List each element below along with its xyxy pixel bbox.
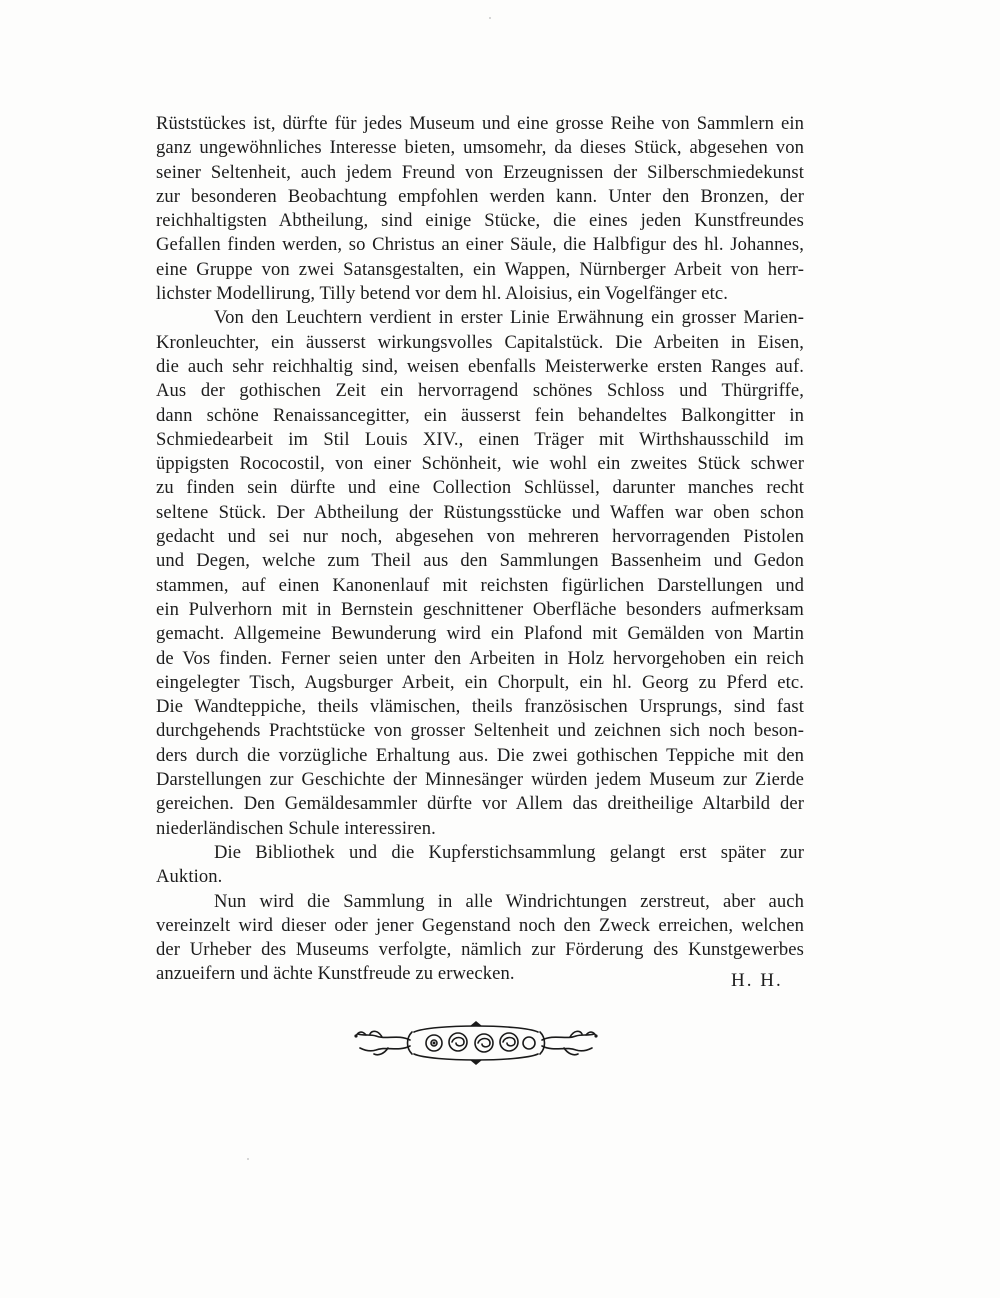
paragraph [156,112,804,306]
text-line: gedacht und sei nur noch, abgesehen von mehreren hervorragenden Pistolen [156,526,804,548]
text-line: eingelegter Tisch, Augsburger Arbeit, ein Chorpult, ein hl. Georg zu Pferd etc. [156,671,804,693]
article-text [156,112,804,987]
text-line: seltene Stück. Der Abtheilung der Rüstungsstücke und Waffen war oben schon [156,501,804,523]
text-line: der Urheber des Museums verfolgte, nämlich zur Förderung des Kunstgewerbes [156,939,804,961]
paragraph [156,306,804,841]
text-line: anzueifern und ächte Kunstfreude zu erwecken. [156,963,515,985]
text-line: und Degen, welche zum Theil aus den Sammlungen Bassenheim und Gedon [156,550,804,572]
text-line: Die Bibliothek und die Kupferstichsammlung gelangt erst später zur [214,841,804,863]
text-line: gereichen. Den Gemäldesammler dürfte vor Allem das dreitheilige Altarbild der [156,793,804,815]
text-line: Gefallen finden werden, so Christus an einer Säule, die Halbfigur des hl. Johannes, [156,234,804,256]
paragraph [156,890,804,987]
text-line: ganz ungewöhnliches Interesse bieten, umsomehr, da dieses Stück, abgesehen von [156,137,804,159]
text-line: stammen, auf einen Kanonenlauf mit reichsten figürlichen Darstellungen und [156,574,804,596]
text-line: üppigsten Rococostil, von einer Schönheit, wie wohl ein zweites Stück schwer [156,453,804,475]
paper-speck [489,17,491,19]
text-line: zu finden sein dürfte und eine Collection Schlüssel, darunter manches recht [156,477,804,499]
text-line: Von den Leuchtern verdient in erster Linie Erwähnung ein grosser Marien- [214,307,804,329]
text-line: seiner Seltenheit, auch jedem Freund von Erzeugnissen der Silberschmiedekunst [156,161,804,183]
text-line: Auktion. [156,866,223,888]
text-line: zur besonderen Beobachtung empfohlen werden kann. Unter den Bronzen, der [156,185,804,207]
text-line: Schmiedearbeit im Stil Louis XIV., einen Träger mit Wirthshausschild im [156,428,804,450]
text-line: Kronleuchter, ein äusserst wirkungsvolles Capitalstück. Die Arbeiten in Eisen, [156,331,804,353]
text-line: Rüststückes ist, dürfte für jedes Museum und eine grosse Reihe von Sammlern ein [156,113,804,134]
paper-speck [247,1158,249,1160]
text-line: die auch sehr reichhaltig sind, weisen ebenfalls Meisterwerke ersten Ranges auf. [156,355,804,377]
text-line: durchgehends Prachtstücke von grosser Seltenheit und zeichnen sich noch beson- [156,720,804,742]
text-line: lichster Modellirung, Tilly betend vor dem hl. Aloisius, ein Vogelfänger etc. [156,283,728,305]
author-signature: H. H. [731,970,783,991]
text-line: eine Gruppe von zwei Satansgestalten, ein Wappen, Nürnberger Arbeit von herr- [156,258,804,280]
text-line: Nun wird die Sammlung in alle Windrichtungen zerstreut, aber auch [214,890,804,912]
text-line: Die Wandteppiche, theils vlämischen, theils französischen Ursprungs, sind fast [156,696,804,718]
text-line: Darstellungen zur Geschichte der Minnesänger würden jedem Museum zur Zierde [156,769,804,791]
text-line: reichhaltigsten Abtheilung, sind einige Stücke, die eines jeden Kunstfreundes [156,210,804,232]
scroll-flourish-ornament-icon [352,1018,600,1066]
text-line: ders durch die vorzügliche Erhaltung aus. Die zwei gothischen Teppiche mit den [156,744,804,766]
text-line: Aus der gothischen Zeit ein hervorragend schönes Schloss und Thürgriffe, [156,380,804,402]
text-line: dann schöne Renaissancegitter, ein äusserst fein behandeltes Balkongitter in [156,404,804,426]
paragraph [156,841,804,890]
text-line: ein Pulverhorn mit in Bernstein geschnittener Oberfläche besonders aufmerksam [156,598,804,620]
text-line: gemacht. Allgemeine Bewunderung wird ein Plafond mit Gemälden von Martin [156,623,804,645]
text-line: niederländischen Schule interessiren. [156,817,436,839]
text-line: de Vos finden. Ferner seien unter den Arbeiten in Holz hervorgehoben ein reich [156,647,804,669]
text-line: vereinzelt wird dieser oder jener Gegenstand noch den Zweck erreichen, welchen [156,914,804,936]
